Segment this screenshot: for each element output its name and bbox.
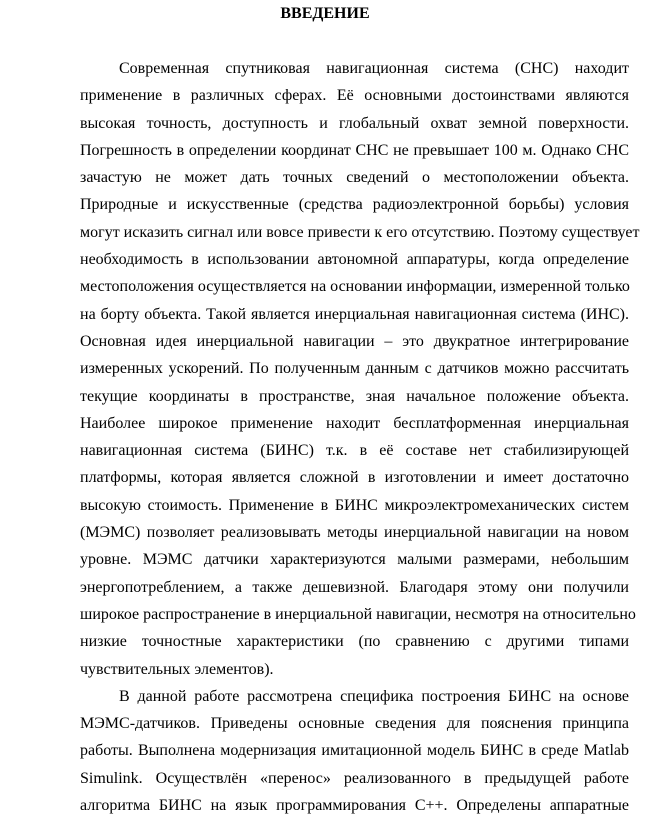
paragraph-line: уровне. МЭМС датчики характеризуются малыми размерами, небольшим <box>80 551 629 569</box>
paragraph-line: платформы, которая является сложной в изготовлении и имеет достаточно <box>80 469 629 487</box>
paragraph-line: зачастую не может дать точных сведений о местоположении объекта. <box>80 169 629 187</box>
paragraph-line: низкие точностные характеристики (по сравнению с другими типами <box>80 633 629 651</box>
paragraph-line: измеренных ускорений. По полученным данным с датчиков можно рассчитать <box>80 360 629 378</box>
paragraph-line: Наиболее широкое применение находит бесплатформенная инерциальная <box>80 414 629 432</box>
paragraph-line: Природные и искусственные (средства радиоэлектронной борьбы) условия <box>80 196 629 214</box>
paragraph-line: МЭМС-датчиков. Приведены основные сведения для пояснения принципа <box>80 715 629 733</box>
paragraph-line: Основная идея инерциальной навигации – это двукратное интегрирование <box>80 332 629 350</box>
paragraph-line: необходимость в использовании автономной аппаратуры, когда определение <box>80 251 629 269</box>
paragraph-line: на борту объекта. Такой является инерциальная навигационная система (ИНС). <box>80 305 629 323</box>
paragraph-line: местоположения осуществляется на основании информации, измеренной только <box>80 278 630 296</box>
paragraph-line: навигационная система (БИНС) т.к. в её составе нет стабилизирующей <box>80 442 629 460</box>
paragraph-line: высокая точность, доступность и глобальный охват земной поверхности. <box>80 114 629 132</box>
paragraph-line: Погрешность в определении координат СНС не превышает 100 м. Однако СНС <box>80 141 629 159</box>
paragraph-line: Современная спутниковая навигационная система (СНС) находит <box>119 60 629 77</box>
paragraph-line: энергопотреблением, а также дешевизной. Благодаря этому они получили <box>80 578 629 596</box>
paragraph-line: могут исказить сигнал или вовсе привести к его отсутствию. Поэтому существует <box>80 223 640 241</box>
paragraph <box>80 55 640 683</box>
document-body <box>80 55 640 819</box>
paragraph <box>80 683 629 819</box>
paragraph-line: текущие координаты в пространстве, зная начальное положение объекта. <box>80 387 629 405</box>
paragraph-line: алгоритма БИНС на язык программирования C++. Определены аппаратные <box>80 797 629 815</box>
section-title: ВВЕДЕНИЕ <box>280 5 370 22</box>
paragraph-line: В данной работе рассмотрена специфика построения БИНС на основе <box>119 687 629 705</box>
paragraph-line: широкое распространение в инерциальной навигации, несмотря на относительно <box>80 605 636 623</box>
paragraph-line: (МЭМС) позволяет реализовывать методы инерциальной навигации на новом <box>80 524 629 542</box>
paragraph-line: чувствительных элементов). <box>80 660 274 678</box>
paragraph-line: работы. Выполнена модернизация имитационной модель БИНС в среде Matlab <box>80 742 629 760</box>
paragraph-line: Simulink. Осуществлён «перенос» реализованного в предыдущей работе <box>80 769 629 787</box>
paragraph-line: высокую стоимость. Применение в БИНС микроэлектромеханических систем <box>80 496 629 514</box>
paragraph-line: применение в различных сферах. Её основными достоинствами являются <box>80 87 629 105</box>
